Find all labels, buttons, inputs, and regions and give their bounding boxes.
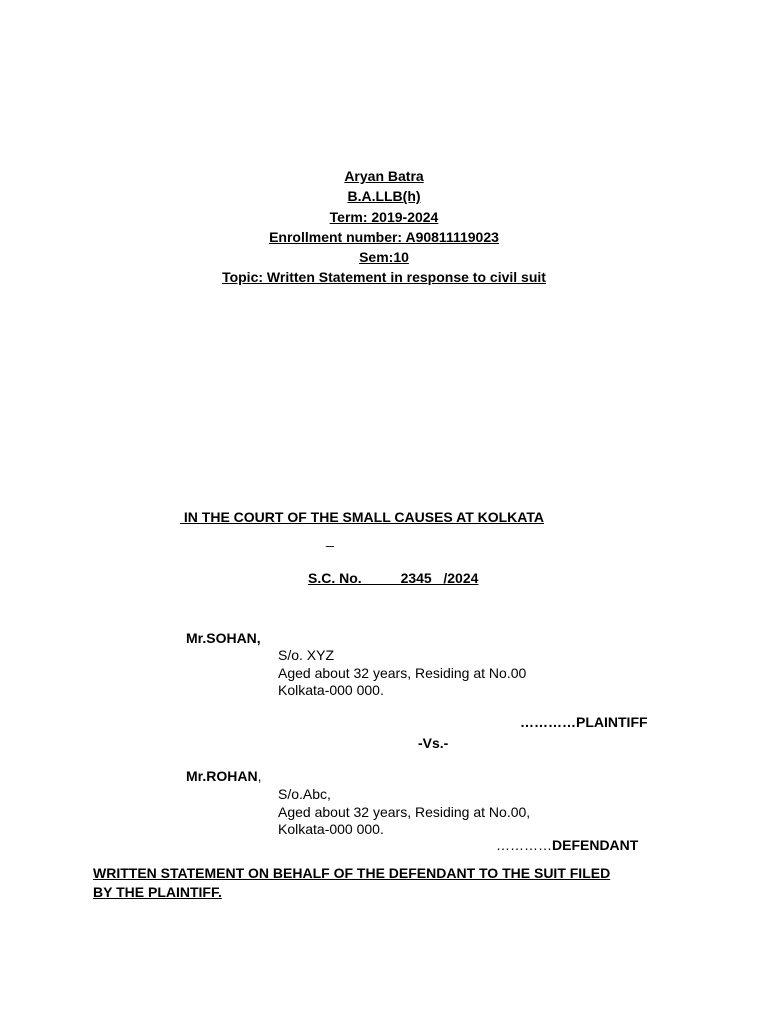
defendant-role-line [496, 837, 638, 853]
defendant-role: DEFENDANT [552, 837, 639, 853]
plaintiff-detail-line: Aged about 32 years, Residing at No.00 [278, 664, 527, 681]
written-statement-line-1: WRITTEN STATEMENT ON BEHALF OF THE DEFENDANT TO THE SUIT FILED [93, 865, 611, 881]
term-line: Term: 2019-2024 [329, 208, 439, 225]
plaintiff-detail-line: S/o. XYZ [278, 647, 335, 663]
case-number: S.C. No. 2345 /2024 [308, 570, 479, 586]
defendant-name-comma: , [257, 768, 262, 784]
student-name: Aryan Batra [344, 168, 424, 184]
plaintiff-detail-line: Kolkata-000 000. [278, 682, 384, 698]
written-statement-line-2: BY THE PLAINTIFF. [93, 883, 222, 900]
written-statement-heading [93, 864, 693, 901]
court-dash: _ [326, 531, 334, 547]
versus-label: -Vs.- [418, 735, 449, 751]
defendant-detail-line: Aged about 32 years, Residing at No.00, [278, 803, 531, 820]
court-title: IN THE COURT OF THE SMALL CAUSES AT KOLKATA [180, 509, 544, 525]
defendant-detail-line: S/o.Abc, [278, 786, 331, 802]
defendant-name: Mr.ROHAN [186, 768, 258, 784]
semester-line: Sem:10 [359, 249, 409, 266]
plaintiff-role: …………PLAINTIFF [520, 714, 648, 730]
student-info-block [0, 166, 768, 288]
defendant-name-line [186, 768, 261, 784]
defendant-role-dots: ………… [496, 837, 552, 853]
plaintiff-name: Mr.SOHAN, [186, 630, 261, 646]
defendant-details [278, 786, 530, 839]
plaintiff-details [278, 647, 526, 700]
defendant-detail-line: Kolkata-000 000. [278, 821, 384, 837]
course-name: B.A.LLB(h) [347, 188, 421, 205]
enrollment-line: Enrollment number: A90811119023 [269, 228, 499, 245]
topic-line: Topic: Written Statement in response to civil suit [222, 269, 546, 286]
